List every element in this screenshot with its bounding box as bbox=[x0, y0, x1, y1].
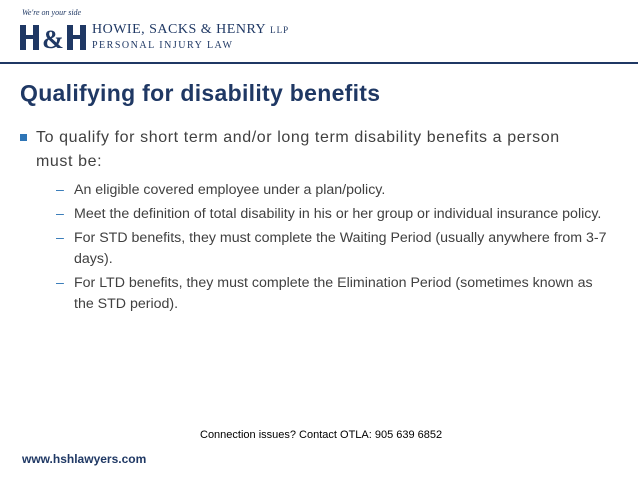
sub-bullet-item bbox=[56, 180, 616, 201]
dash-bullet-icon: – bbox=[56, 275, 64, 291]
firm-logo-icon bbox=[20, 22, 86, 52]
firm-practice: PERSONAL INJURY LAW bbox=[92, 40, 234, 51]
sub-bullet-list bbox=[56, 180, 616, 318]
website-link[interactable]: www.hshlawyers.com bbox=[22, 452, 147, 466]
sub-bullet-item bbox=[56, 204, 616, 225]
sub-bullet-item bbox=[56, 273, 616, 315]
header-divider bbox=[0, 62, 638, 64]
sub-bullet-text: For STD benefits, they must complete the Waiting Period (usually anywhere from 3-7 days). bbox=[74, 230, 607, 267]
slide-header bbox=[0, 0, 638, 62]
sub-bullet-text: For LTD benefits, they must complete the Elimination Period (sometimes known as the STD period). bbox=[74, 275, 593, 312]
sub-bullet-text: Meet the definition of total disability in his or her group or individual insurance policy. bbox=[74, 206, 602, 222]
connection-note: Connection issues? Contact OTLA: 905 639 6852 bbox=[200, 429, 443, 441]
sub-bullet-item bbox=[56, 228, 616, 270]
slide-title: Qualifying for disability benefits bbox=[20, 80, 381, 106]
main-bullet bbox=[20, 126, 600, 174]
sub-bullet-text: An eligible covered employee under a plan/policy. bbox=[74, 182, 386, 198]
square-bullet-icon bbox=[20, 134, 27, 141]
dash-bullet-icon: – bbox=[56, 182, 64, 198]
logo-tagline: We're on your side bbox=[22, 8, 82, 17]
svg-text:&: & bbox=[42, 25, 64, 52]
dash-bullet-icon: – bbox=[56, 230, 64, 246]
main-bullet-text: To qualify for short term and/or long term disability benefits a person must be: bbox=[36, 129, 560, 170]
firm-suffix: LLP bbox=[270, 25, 290, 35]
firm-name bbox=[92, 22, 289, 38]
dash-bullet-icon: – bbox=[56, 206, 64, 222]
firm-name-text: HOWIE, SACKS & HENRY bbox=[92, 22, 267, 37]
